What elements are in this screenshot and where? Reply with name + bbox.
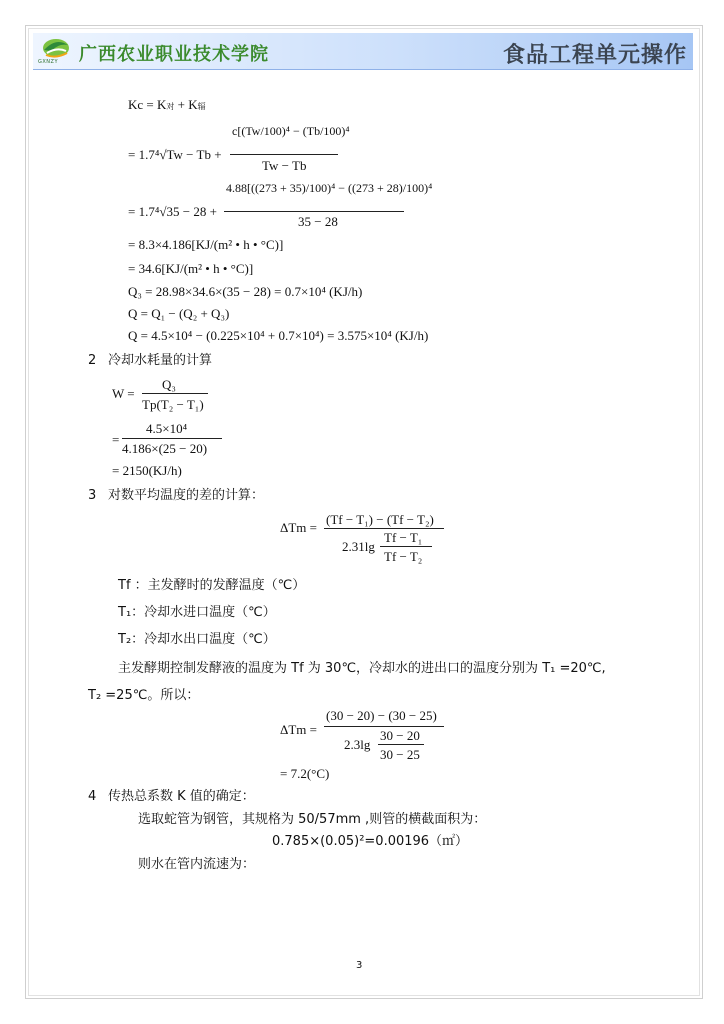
water-w-den: Tp(T₂ − T₁) xyxy=(142,397,204,412)
course-title: 食品工程单元操作 xyxy=(502,43,687,68)
lmtd-calc-bar xyxy=(324,726,444,727)
eq-line3-bar xyxy=(224,211,404,212)
section-2-title: 冷却水耗量的计算 xyxy=(108,353,213,368)
lmtd-calc-num: (30 − 20) − (30 − 25) xyxy=(326,708,437,723)
water-v-bar xyxy=(122,438,222,439)
section-3-title: 对数平均温度的差的计算： xyxy=(108,488,265,503)
water-w-bar xyxy=(142,393,208,394)
water-result: = 2150(KJ/h) xyxy=(112,463,182,478)
eq-line3-num: 4.88[((273 + 35)/100)⁴ − ((273 + 28)/100)⁴ xyxy=(226,181,433,195)
lmtd-calc-inner-den: 30 − 25 xyxy=(380,747,420,762)
school-name: 广西农业职业技术学院 xyxy=(79,44,269,65)
para-conditions-cont: T₂ =25℃。所以： xyxy=(88,688,200,703)
lmtd-formula-inner-bar xyxy=(380,546,432,547)
eq-line3-lead: = 1.7⁴√35 − 28 + xyxy=(128,204,217,219)
lmtd-formula-lead: ΔTm = xyxy=(280,520,317,535)
page-number: 3 xyxy=(356,960,363,971)
eq-line3-den: 35 − 28 xyxy=(298,214,338,229)
logo-text: GXNZY xyxy=(38,59,59,65)
eq-line2-bar xyxy=(230,154,338,155)
def-t1: T₁：冷却水进口温度（℃） xyxy=(118,605,276,620)
eq-line7: Q = Q₁ − (Q₂ + Q₃) xyxy=(128,306,230,321)
lmtd-formula-inner-num: Tf − T₁ xyxy=(384,530,423,545)
para-cross-section: 0.785×(0.05)²=0.00196（㎡） xyxy=(272,834,469,849)
section-2-number: 2 xyxy=(88,353,97,368)
eq-line2-lead: = 1.7⁴√Tw − Tb + xyxy=(128,147,222,162)
eq-line8: Q = 4.5×10⁴ − (0.225×10⁴ + 0.7×10⁴) = 3.575×10⁴ (KJ/h) xyxy=(128,328,429,343)
water-v-lead: = xyxy=(112,432,120,447)
lmtd-formula-den-lead: 2.31lg xyxy=(342,539,375,554)
section-4-title: 传热总系数 K 值的确定： xyxy=(108,789,255,804)
para-conditions: 主发酵期控制发酵液的温度为 Tf 为 30℃，冷却水的进出口的温度分别为 T₁ =20℃, xyxy=(118,661,606,676)
eq-line2-num: c[(Tw/100)⁴ − (Tb/100)⁴ xyxy=(232,124,350,138)
para-pipe-spec: 选取蛇管为钢管，其规格为 50/57mm ,则管的横截面积为： xyxy=(138,812,487,827)
eq-line2-den: Tw − Tb xyxy=(262,158,307,173)
eq-line4: = 8.3×4.186[KJ/(m² • h • °C)] xyxy=(128,237,284,252)
def-t2: T₂：冷却水出口温度（℃） xyxy=(118,632,276,647)
page-header xyxy=(33,33,693,70)
lmtd-calc-lead: ΔTm = xyxy=(280,722,317,737)
eq-kc: Kc = K对 + K辐 xyxy=(128,97,206,112)
def-tf: Tf ：主发酵时的发酵温度（℃） xyxy=(118,578,306,593)
water-w-lead: W = xyxy=(112,386,135,401)
water-v-num: 4.5×10⁴ xyxy=(146,421,188,436)
eq-line6: Q₃ = 28.98×34.6×(35 − 28) = 0.7×10⁴ (KJ/h) xyxy=(128,284,363,299)
section-4-number: 4 xyxy=(88,789,97,804)
lmtd-formula-inner-den: Tf − T₂ xyxy=(384,549,423,564)
water-w-num: Q₃ xyxy=(162,377,176,392)
lmtd-calc-inner-bar xyxy=(378,744,424,745)
lmtd-formula-num: (Tf − T₁) − (Tf − T₂) xyxy=(326,512,434,527)
para-flow-velocity: 则水在管内流速为： xyxy=(138,857,256,872)
lmtd-calc-result: = 7.2(°C) xyxy=(280,766,330,781)
water-v-den: 4.186×(25 − 20) xyxy=(122,441,208,456)
lmtd-calc-inner-num: 30 − 20 xyxy=(380,728,420,743)
eq-line5: = 34.6[KJ/(m² • h • °C)] xyxy=(128,261,254,276)
lmtd-calc-den-lead: 2.3lg xyxy=(344,737,371,752)
section-3-number: 3 xyxy=(88,488,97,503)
lmtd-formula-bar xyxy=(324,528,444,529)
